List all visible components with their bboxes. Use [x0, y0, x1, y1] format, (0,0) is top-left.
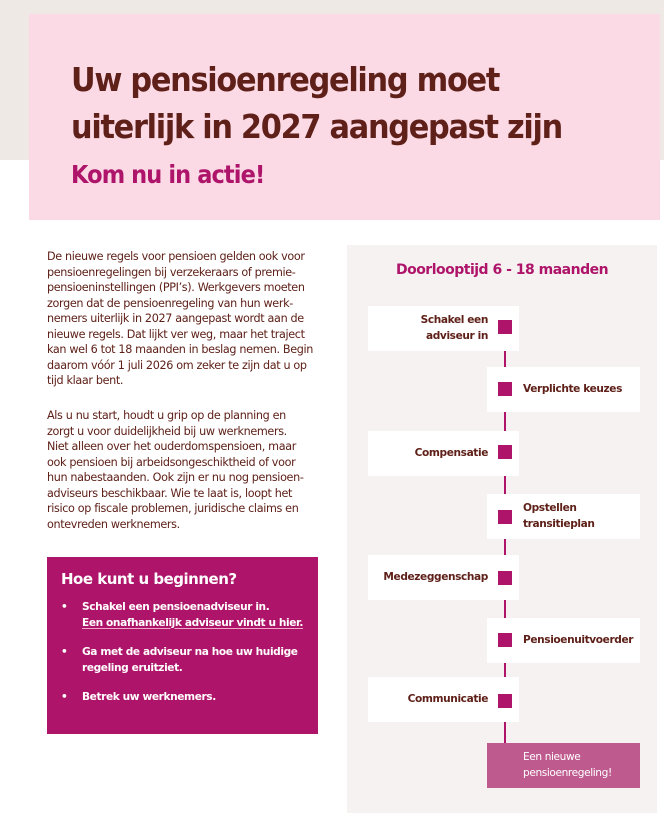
page-subtitle: Kom nu in actie! — [71, 160, 265, 189]
find-advisor-link[interactable]: Een onafhankelijk adviseur vindt u hier. — [82, 616, 303, 629]
timeline-marker — [498, 445, 512, 459]
timeline-marker — [498, 382, 512, 396]
timeline-marker — [498, 510, 512, 524]
list-item-text: Schakel een pensioenadviseur in. — [82, 601, 270, 613]
list-item-text: regeling eruitziet. — [82, 661, 183, 674]
bullet-icon: • — [61, 601, 68, 613]
timeline-step — [368, 677, 519, 722]
list-item-text: Ga met de adviseur na hoe uw huidige — [82, 646, 298, 658]
list-item — [61, 600, 311, 631]
how-to-start-box — [47, 557, 318, 734]
list-item-text: Betrek uw werknemers. — [82, 691, 216, 703]
step-label: Medezeggenschap — [383, 570, 488, 583]
timeline-marker — [498, 571, 512, 585]
intro-paragraph: De nieuwe regels voor pensioen gelden ook voor pensioenregelingen bij verzekeraars of premie- pensioeninstellingen (PPI’s). Werkgevers moeten zorgen dat de pensioenregeling van hun werk- nemers uiterlijk in 2027 aangepast wordt aan de nieuwe regels. Dat lijkt ver weg, maar het traject kan wel 6 tot 18 maanden in beslag nemen. Begin daarom vóór 1 juli 2026 om zeker te zijn dat u op tijd klaar bent. — [47, 250, 314, 387]
timeline-marker — [498, 320, 512, 334]
title-line-1: Uw pensioenregeling moet — [71, 60, 500, 99]
step-label: Schakel een adviseur in — [420, 314, 488, 342]
bullet-icon: • — [61, 691, 68, 703]
details-paragraph: Als u nu start, houdt u grip op de planning en zorgt u voor duidelijkheid bij uw werknemers. Niet alleen over het ouderdomspensioen, maar ook pensioen bij arbeidsongeschiktheid of voor hun nabestaanden. Ook zijn er nu nog pensioen- adviseurs beschikbaar. Wie te laat is, loopt het risico op fiscale problemen, juridische claims en ontevreden werknemers. — [47, 409, 304, 531]
step-label: Verplichte keuzes — [523, 382, 622, 395]
timeline-step — [368, 555, 519, 600]
list-item — [61, 645, 311, 676]
hero-banner — [29, 14, 660, 220]
title-line-2: uiterlijk in 2027 aangepast zijn — [71, 107, 562, 146]
step-label: Opstellen transitieplan — [523, 502, 595, 530]
step-label: Compensatie — [414, 446, 488, 459]
timeline-marker — [498, 694, 512, 708]
timeline-step — [368, 306, 519, 351]
timeline-title: Doorlooptijd 6 - 18 maanden — [395, 262, 609, 278]
list-item — [61, 690, 311, 706]
timeline-panel — [347, 245, 657, 813]
step-label: Communicatie — [407, 692, 488, 705]
timeline-final-step — [487, 743, 640, 788]
how-to-start-list — [61, 600, 311, 720]
timeline-step — [368, 431, 519, 476]
page-title — [71, 56, 562, 150]
step-label: Pensioenuitvoerder — [523, 633, 634, 646]
bullet-icon: • — [61, 646, 68, 658]
timeline-marker — [498, 633, 512, 647]
how-to-start-title: Hoe kunt u beginnen? — [61, 570, 237, 588]
final-step-label: Een nieuwe pensioenregeling! — [523, 751, 612, 779]
